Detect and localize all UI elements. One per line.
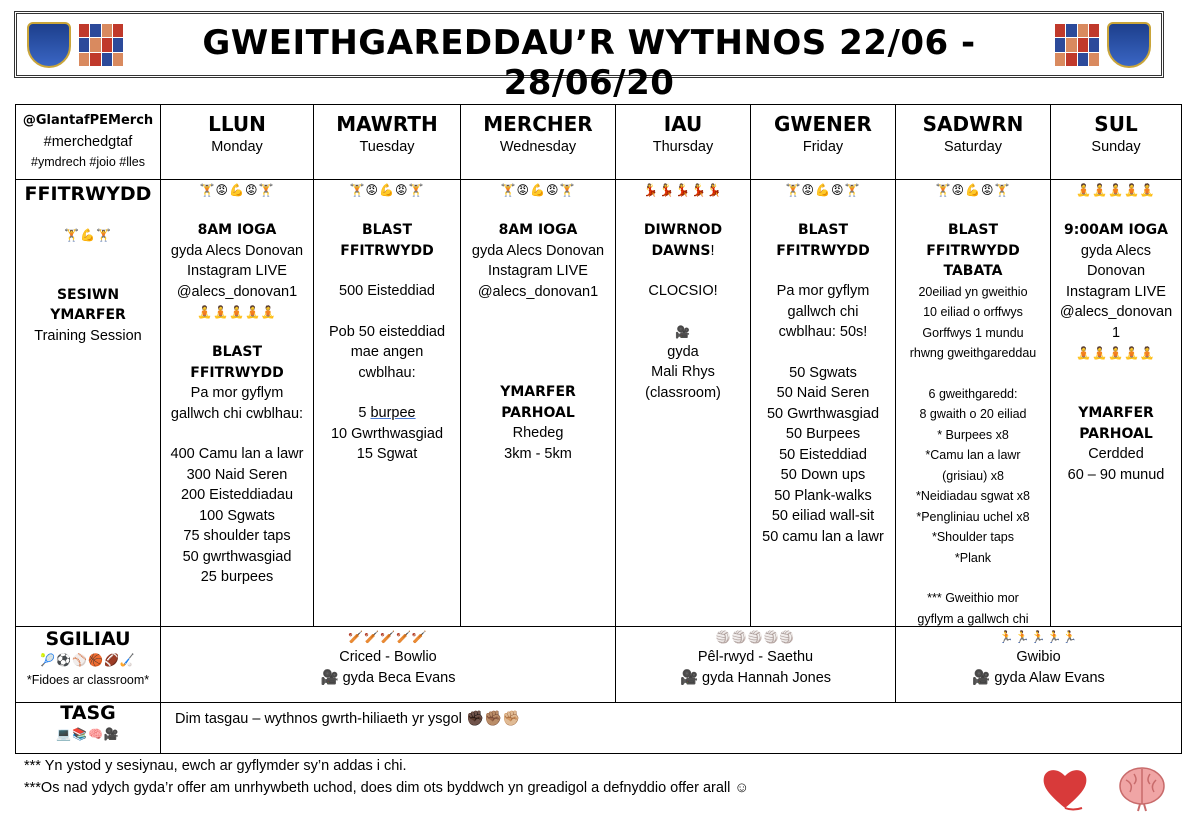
exercise-count: 5 (358, 405, 371, 421)
day-name-en: Wednesday (499, 139, 577, 155)
tabata-rule: Gorffwys 1 mundu (922, 325, 1024, 340)
footnote-pace: *** Yn ystod y sesiynau, ewch ar gyflymder sy’n addas i chi. (24, 758, 407, 774)
sunday-fitness (1051, 180, 1181, 627)
activity-item: CLOCSIO! (648, 283, 718, 299)
yoga-instructor: gyda Alecs Donovan (471, 242, 605, 259)
skill-instructor (161, 668, 615, 689)
yoga-instructor: Donovan (1086, 263, 1146, 279)
footnote-equipment: ***Os nad ydych gyda’r offer am unrhywbeth uchod, does dim ots byddwch yn greadigol a defnyddio offer arall ☺ (24, 780, 750, 796)
skill-sprint (896, 627, 1181, 703)
weightlifting-icon: 🏋😡💪😡🏋 (785, 183, 861, 197)
social-handle: @GlantafPEMerch (22, 113, 154, 128)
thursday-fitness (616, 180, 751, 627)
exercise-item: *Neidiadau sgwat x8 (916, 489, 1030, 503)
day-header-tuesday (314, 105, 461, 180)
yoga-handle: @alecs_donovan1 (477, 283, 599, 300)
skill-cricket (161, 627, 616, 703)
activity-item: Rhedeg (512, 425, 564, 441)
exercise-item: 50 Burpees (785, 426, 861, 442)
wednesday-fitness (461, 180, 616, 627)
day-name-cy: GWENER (774, 112, 872, 136)
skill-title: Gwibio (1016, 649, 1061, 665)
exercise-item: 50 Sgwats (789, 364, 857, 381)
day-name-cy: SUL (1094, 112, 1138, 136)
weightlifting-icon: 🏋😡💪😡🏋 (199, 183, 275, 197)
friday-fitness (751, 180, 896, 627)
weightlifting-icon: 🏋😡💪😡🏋 (935, 183, 1011, 197)
activity-distance: 3km - 5km (504, 445, 572, 462)
workout-note: gyflym a gallwch chi (917, 611, 1029, 626)
day-name-en: Thursday (652, 139, 714, 155)
video-camera-icon: 🎥 (320, 669, 339, 686)
skill-netball (616, 627, 896, 703)
weightlifting-icon: 🏋😡💪😡🏋 (500, 183, 576, 197)
corner-cell (16, 105, 161, 180)
continuous-title: YMARFER (500, 384, 576, 400)
instructor-prefix: gyda (667, 343, 699, 360)
yoga-platform: Instagram LIVE (187, 263, 287, 279)
row-head-task (16, 703, 161, 753)
workout-title: BLAST (361, 222, 413, 238)
day-header-wednesday (461, 105, 616, 180)
header-banner (14, 11, 1164, 103)
day-name-en: Sunday (1091, 139, 1141, 155)
yoga-title: 8AM IOGA (498, 222, 578, 238)
weightlifting-icon: 🏋💪🏋 (64, 227, 112, 242)
continuous-title: YMARFER (1078, 405, 1154, 421)
exercise-item: 50 Down ups (780, 467, 866, 483)
task-message: Dim tasgau – wythnos gwrth-hiliaeth yr ysgol (175, 711, 462, 727)
skill-instructor (616, 668, 895, 689)
yoga-title: 9:00AM IOGA (1064, 222, 1168, 238)
day-header-sunday (1051, 105, 1181, 180)
study-icons: 💻📚🧠🎥 (56, 726, 120, 741)
workout-intro: cwblhau: 50s! (778, 324, 868, 340)
exercise-item: 75 shoulder taps (183, 528, 291, 544)
tuesday-fitness (314, 180, 461, 627)
workout-intro: Pa mor gyflym (190, 385, 284, 401)
exercise-item: 50 Gwrthwasgiad (766, 405, 880, 422)
workout-intro: gallwch chi (787, 303, 859, 320)
workout-intro: Pa mor gyflym (776, 283, 870, 299)
exercise-item: 100 Sgwats (199, 507, 275, 524)
dance-title-word: DAWNS (651, 242, 711, 259)
exercise-item: 400 Camu lan a lawr (170, 446, 304, 462)
skill-title: Criced - Bowlio (339, 649, 437, 665)
day-name-en: Monday (211, 139, 263, 155)
video-camera-icon: 🎥 (675, 324, 691, 339)
exercise-item: *Plank (954, 550, 992, 565)
saturday-fitness (896, 180, 1051, 627)
yoga-handle: 1 (1111, 324, 1121, 341)
yoga-platform: Instagram LIVE (1066, 283, 1166, 300)
hashtag: #merchedgtaf (43, 133, 133, 150)
exercise-item: 25 burpees (200, 569, 274, 585)
classroom-note: *Fidoes ar classroom* (26, 672, 150, 687)
instructor-name: gyda Alaw Evans (994, 669, 1105, 686)
yoga-title: 8AM IOGA (197, 222, 277, 238)
exercise-item: *Shoulder taps (931, 530, 1014, 544)
dance-title-mark: ! (710, 242, 715, 259)
row-head-fitness (16, 180, 161, 627)
exercise-item (314, 403, 460, 424)
sports-balls-icon: 🎾⚽⚾🏀🏈🏑 (40, 652, 136, 667)
task-content (161, 703, 1181, 753)
workout-title: BLAST (947, 222, 999, 238)
day-header-friday (751, 105, 896, 180)
exercise-item: 50 Plank-walks (774, 487, 872, 504)
workout-intro: gallwch chi cwblhau: (170, 405, 304, 422)
exercise-item: 200 Eisteddiadau (180, 487, 294, 503)
tabata-rule: 20eiliad yn gweithio (918, 284, 1028, 299)
dance-title: DIWRNOD (643, 222, 723, 238)
workout-intro: Pob 50 eisteddiad (328, 323, 446, 340)
workout-title: FFITRWYDD (190, 364, 284, 381)
exercise-item: 300 Naid Seren (186, 466, 288, 483)
day-header-saturday (896, 105, 1051, 180)
exercise-item: *Pengliniau uchel x8 (916, 509, 1030, 524)
workout-title: FFITRWYDD (926, 242, 1020, 259)
row-head-skills (16, 627, 161, 703)
day-header-thursday (616, 105, 751, 180)
exercise-item: 50 eiliad wall-sit (771, 508, 875, 524)
practice-label: YMARFER (50, 307, 126, 323)
netball-icon: 🏐🏐🏐🏐🏐 (715, 630, 796, 644)
workout-title: BLAST (797, 222, 849, 238)
runner-icon: 🏃🏃🏃🏃🏃 (998, 630, 1079, 644)
hashtag: #ymdrech #joio #lles (31, 155, 145, 169)
yoga-icon: 🧘🧘🧘🧘🧘 (1076, 183, 1156, 197)
dance-title (616, 241, 750, 262)
session-label-en: Training Session (34, 327, 142, 344)
exercise-item: 50 Naid Seren (776, 385, 870, 401)
session-label: SESIWN (56, 286, 120, 303)
workout-title: BLAST (211, 344, 263, 360)
workout-note: *** Gweithio mor (927, 591, 1019, 605)
exercise-name: burpee (370, 405, 416, 421)
yoga-icon: 🧘🧘🧘🧘🧘 (1076, 346, 1156, 360)
weightlifting-icon: 🏋😡💪😡🏋 (349, 183, 425, 197)
workout-intro: cwblhau: (358, 364, 416, 381)
yoga-instructor: gyda Alecs Donovan (170, 242, 304, 259)
heart-icon (1040, 764, 1090, 812)
exercise-item: * Burpees x8 (937, 427, 1009, 442)
exercise-item: 50 gwrthwasgiad (182, 548, 292, 565)
brain-icon (1116, 764, 1168, 812)
day-name-en: Tuesday (359, 139, 415, 155)
workout-title: FFITRWYDD (776, 242, 870, 259)
day-name-en: Saturday (943, 139, 1003, 155)
video-camera-icon: 🎥 (972, 669, 991, 686)
activity-duration: 60 – 90 munud (1067, 466, 1165, 483)
exercise-item: 500 Eisteddiad (339, 283, 435, 299)
day-name-cy: IAU (663, 112, 703, 136)
day-name-cy: MAWRTH (336, 112, 438, 136)
exercise-item: 50 camu lan a lawr (762, 528, 884, 545)
continuous-title: PARHOAL (1079, 425, 1153, 442)
yoga-icon: 🧘🧘🧘🧘🧘 (197, 305, 277, 319)
day-name-cy: MERCHER (483, 112, 593, 136)
tabata-rule: 10 eiliad o orffwys (923, 305, 1023, 319)
day-name-cy: LLUN (208, 112, 266, 136)
workout-intro: mae angen (350, 344, 424, 360)
workout-title: FFITRWYDD (340, 242, 434, 259)
photo-collage (1055, 24, 1099, 66)
exercise-item: *Camu lan a lawr (925, 448, 1021, 462)
page-title: GWEITHGAREDDAU’R WYTHNOS 22/06 - 28/06/20 (202, 23, 976, 103)
yoga-instructor: gyda Alecs (1080, 242, 1152, 259)
skill-title: Pêl-rwyd - Saethu (697, 649, 814, 665)
school-crest-logo (27, 22, 71, 68)
exercise-item: (grisiau) x8 (942, 468, 1004, 483)
task-text (175, 709, 520, 730)
exercise-item: 10 Gwrthwasgiad (330, 425, 444, 442)
continuous-title: PARHOAL (501, 404, 575, 421)
workout-title: TABATA (943, 263, 1003, 279)
location-note: (classroom) (645, 384, 721, 401)
yoga-handle: @alecs_donovan1 (176, 283, 298, 300)
instructor-name: Mali Rhys (651, 364, 715, 380)
exercise-item: 15 Sgwat (356, 446, 418, 462)
yoga-platform: Instagram LIVE (488, 263, 588, 279)
day-name-en: Friday (802, 139, 844, 155)
day-header-monday (161, 105, 314, 180)
activity-item: Cerdded (1088, 446, 1144, 462)
skill-instructor (896, 668, 1181, 689)
tabata-rule: 8 gwaith o 20 eiliad (919, 407, 1027, 421)
row-title: FFITRWYDD (24, 183, 152, 205)
weekly-timetable (15, 104, 1182, 754)
cricket-bat-icon: 🏏🏏🏏🏏🏏 (348, 630, 428, 644)
yoga-handle: @alecs_donovan (1059, 304, 1173, 320)
video-camera-icon: 🎥 (679, 669, 699, 686)
instructor-name: gyda Hannah Jones (702, 669, 832, 686)
raised-fist-icon: ✊🏿✊🏽✊🏼 (465, 711, 521, 727)
row-title: SGILIAU (45, 628, 131, 650)
row-title: TASG (60, 702, 116, 724)
instructor-name: gyda Beca Evans (342, 669, 456, 686)
day-name-cy: SADWRN (922, 112, 1024, 136)
monday-fitness (161, 180, 314, 627)
photo-collage (79, 24, 123, 66)
school-crest-logo (1107, 22, 1151, 68)
tabata-rule: 6 gweithgaredd: (928, 386, 1018, 401)
dancer-icon: 💃💃💃💃💃 (643, 183, 723, 197)
exercise-item: 50 Eisteddiad (779, 446, 867, 463)
tabata-rule: rhwng gweithgareddau (909, 346, 1037, 360)
